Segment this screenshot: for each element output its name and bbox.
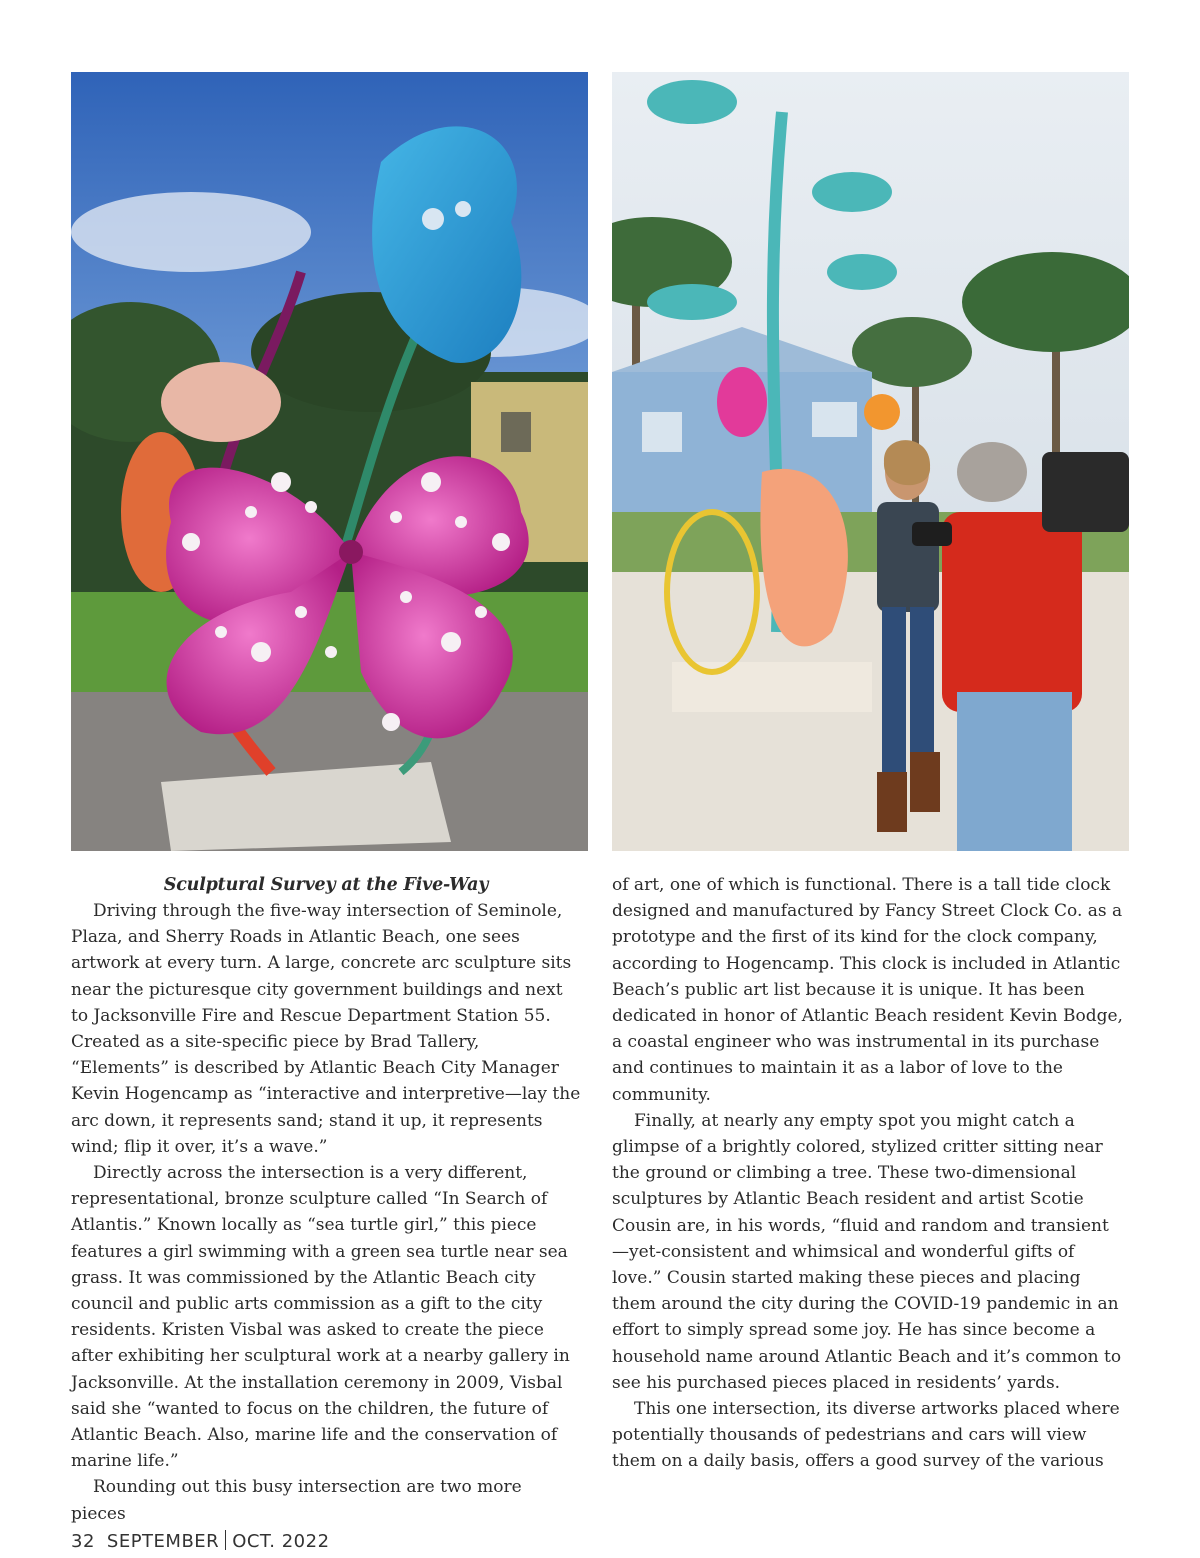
section-subhead: Sculptural Survey at the Five-Way [163,875,489,895]
page-footer [71,1530,330,1552]
flower-sculpture-photo [71,72,588,851]
article-column-right [612,872,1124,1475]
page-number: 32 [71,1531,95,1552]
article-paragraph: Rounding out this busy intersection are two more pieces [71,1477,522,1524]
article-column-left [71,872,581,1527]
tide-clock-sculpture-interview-photo [612,72,1129,851]
article-paragraph: Driving through the five-way intersection of Seminole, Plaza, and Sherry Roads in Atlantic Beach, one sees artwork at every turn. A large, concrete arc sculpture sits near the picturesque city government buildings and next to Jacksonville Fire and Rescue Department Station 55. Created as a site-specific piece by Brad Tallery, “Elements” is described by Atlantic Beach City Manager Kevin Hogencamp as “interactive and interpretive—lay the arc down, it represents sand; stand it up, it represents wind; flip it over, it’s a wave.” [71,901,581,1157]
article-paragraph: Finally, at nearly any empty spot you might catch a glimpse of a brightly colored, stylized critter sitting near the ground or climbing a tree. These two-dimensional sculptures by Atlantic Beach resident and artist Scotie Cousin are, in his words, “fluid and random and transient—yet-consistent and whimsical and wonderful gifts of love.” Cousin started making these pieces and placing them around the city during the COVID-19 pandemic in an effort to simply spread some joy. He has since become a household name around Atlantic Beach and it’s common to see his purchased pieces placed in residents’ yards. [612,1110,1122,1393]
article-paragraph: This one intersection, its diverse artworks placed where potentially thousands of pedestrians and cars will view them on a daily basis, offers a good survey of the various [612,1399,1120,1472]
issue-month: SEPTEMBER [106,1531,220,1552]
footer-divider [225,1530,226,1550]
article-paragraph: Directly across the intersection is a very different, representational, bronze sculpture called “In Search of Atlantis.” Known locally as “sea turtle girl,” this piece features a girl swimming with a green sea turtle near sea grass. It was commissioned by the Atlantic Beach city council and public arts commission as a gift to the city residents. Kristen Visbal was asked to create the piece after exhibiting her sculptural work at a nearby gallery in Jacksonville. At the installation ceremony in 2009, Visbal said she “wanted to focus on the children, the future of Atlantic Beach. Also, marine life and the conservation of marine life.” [71,1163,570,1472]
article-paragraph: of art, one of which is functional. There is a tall tide clock designed and manufactured by Fancy Street Clock Co. as a prototype and the first of its kind for the clock company, according to Hogencamp. This clock is included in Atlantic Beach’s public art list because it is unique. It has been dedicated in honor of Atlantic Beach resident Kevin Bodge, a coastal engineer who was instrumental in its purchase and continues to maintain it as a labor of love to the community. [612,875,1123,1105]
issue-date: OCT. 2022 [232,1531,330,1552]
